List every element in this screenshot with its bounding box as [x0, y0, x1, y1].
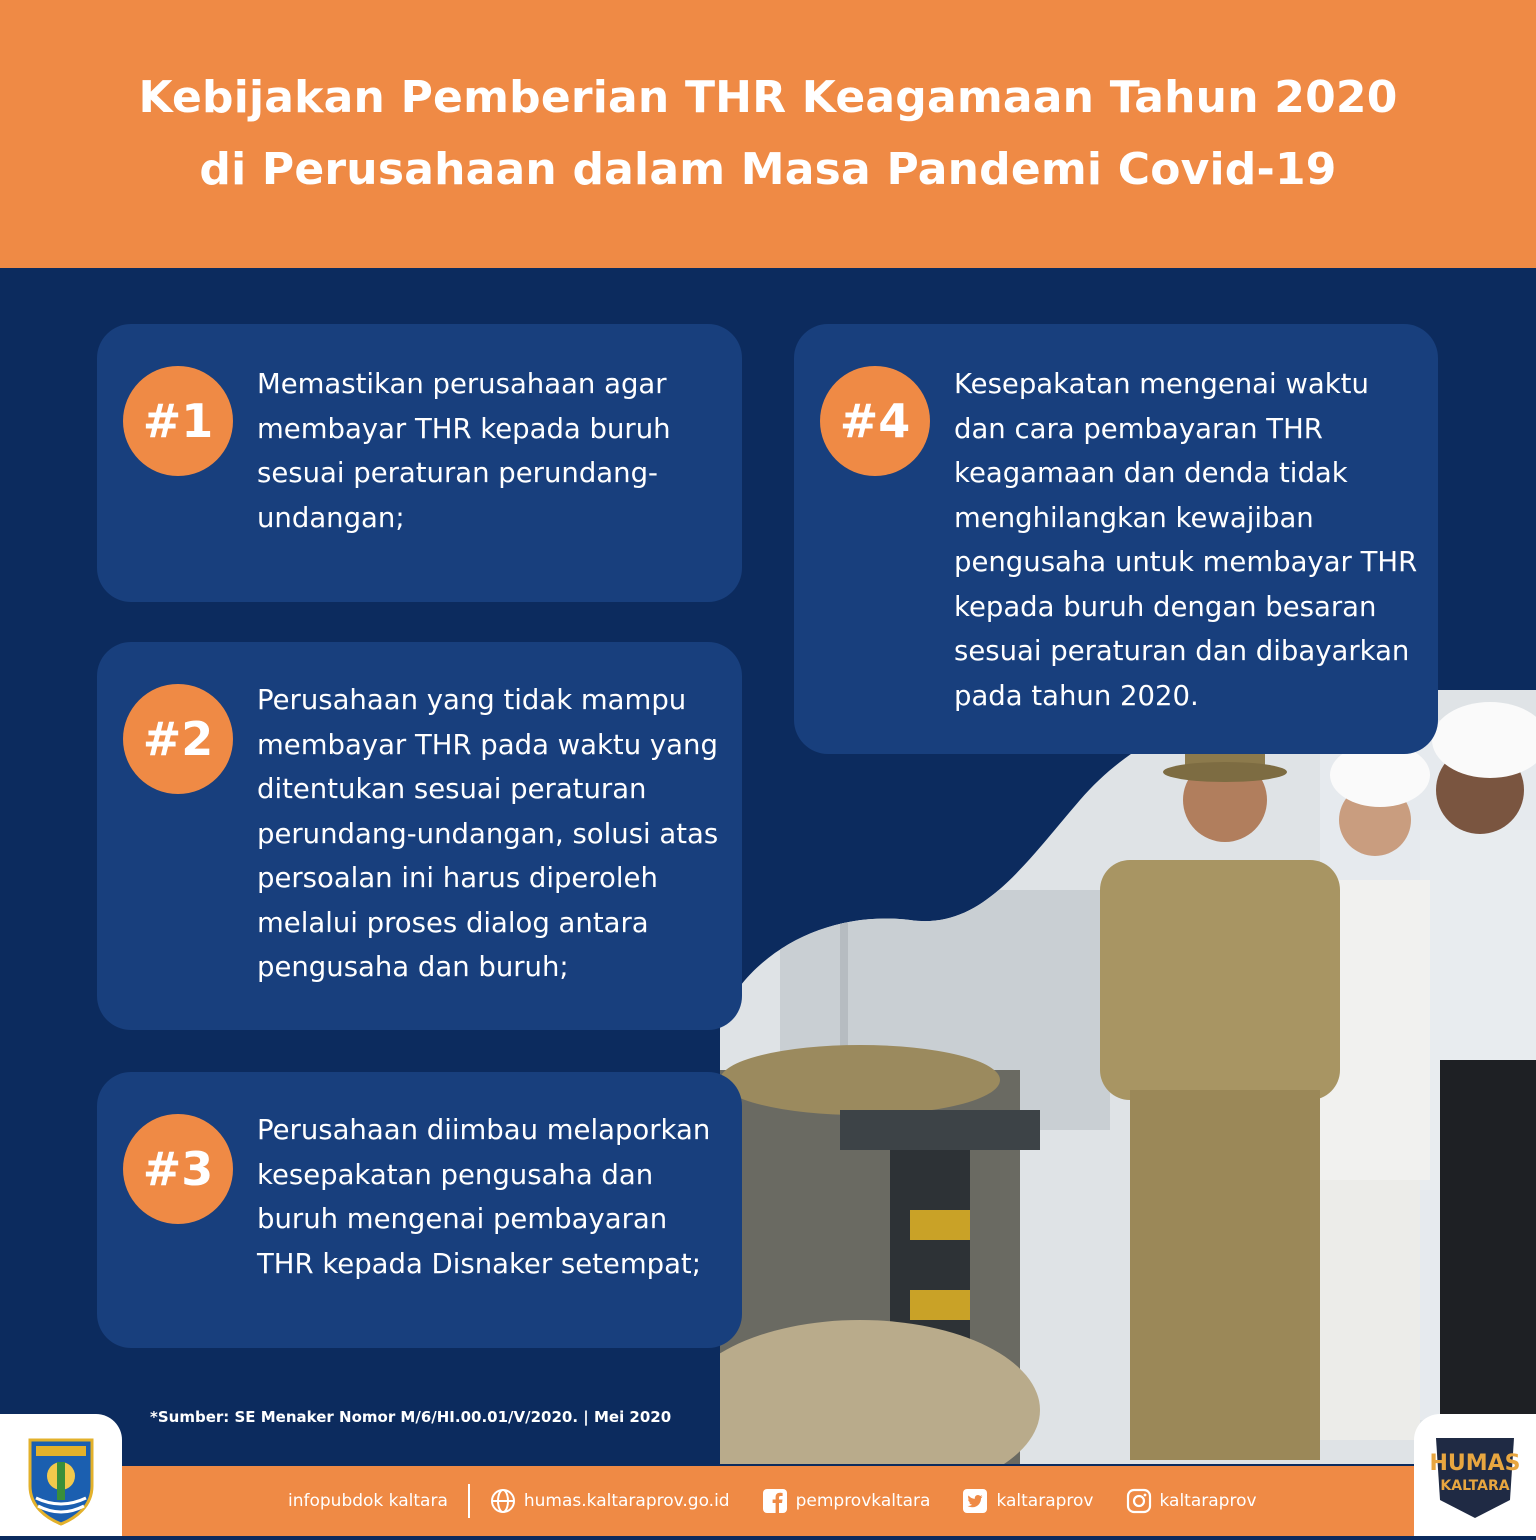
footer-facebook-link[interactable] [762, 1488, 931, 1514]
kaltara-emblem-logo [0, 1414, 122, 1536]
humas-kaltara-logo [1414, 1414, 1536, 1536]
policy-card-2 [97, 642, 742, 1030]
footer-bar [0, 1466, 1536, 1536]
footer-brand: infopubdok kaltara [288, 1491, 448, 1511]
page-title-line-1: Kebijakan Pemberian THR Keagamaan Tahun 2020 [138, 72, 1398, 123]
card-number-badge: #1 [123, 366, 233, 476]
policy-card-1 [97, 324, 742, 602]
humas-logo-text: HUMAS [1429, 1451, 1521, 1476]
globe-icon [490, 1488, 516, 1514]
card-text: Kesepakatan mengenai waktu dan cara pembayaran THR keagamaan dan denda tidak menghilangkan kewajiban pengusaha untuk membayar THR kepada buruh dengan besaran sesuai peraturan dan dibayarkan pada tahun 2020. [954, 368, 1418, 712]
footer-divider [468, 1484, 470, 1518]
footer-website-label: humas.kaltaraprov.go.id [523, 1491, 730, 1511]
twitter-icon [962, 1488, 988, 1514]
page-title-line-2: di Perusahaan dalam Masa Pandemi Covid-19 [199, 144, 1337, 195]
policy-card-3 [97, 1072, 742, 1348]
policy-card-4 [794, 324, 1438, 754]
instagram-icon [1126, 1488, 1152, 1514]
facebook-icon [762, 1488, 788, 1514]
footer-links [288, 1466, 1257, 1536]
source-note: *Sumber: SE Menaker Nomor M/6/HI.00.01/V/2020. | Mei 2020 [150, 1408, 672, 1426]
footer-facebook-label: pemprovkaltara [795, 1491, 931, 1511]
footer-instagram-label: kaltaraprov [1159, 1491, 1257, 1511]
card-number-badge: #3 [123, 1114, 233, 1224]
footer-twitter-link[interactable] [962, 1488, 1093, 1514]
kaltara-logo-text: KALTARA [1440, 1478, 1510, 1494]
header-banner [0, 0, 1536, 268]
card-number-badge: #2 [123, 684, 233, 794]
footer-website-link[interactable] [490, 1488, 730, 1514]
card-text: Perusahaan diimbau melaporkan kesepakatan pengusaha dan buruh mengenai pembayaran THR kepada Disnaker setempat; [257, 1114, 711, 1280]
card-text: Perusahaan yang tidak mampu membayar THR pada waktu yang ditentukan sesuai peraturan perundang-undangan, solusi atas persoalan ini harus diperoleh melalui proses dialog antara pengusaha dan buruh; [257, 684, 719, 983]
footer-instagram-link[interactable] [1126, 1488, 1257, 1514]
card-text: Memastikan perusahaan agar membayar THR kepada buruh sesuai peraturan perundang- undangan; [257, 368, 671, 534]
officials-photo [720, 690, 1536, 1464]
footer-twitter-label: kaltaraprov [996, 1491, 1094, 1511]
card-number-badge: #4 [820, 366, 930, 476]
